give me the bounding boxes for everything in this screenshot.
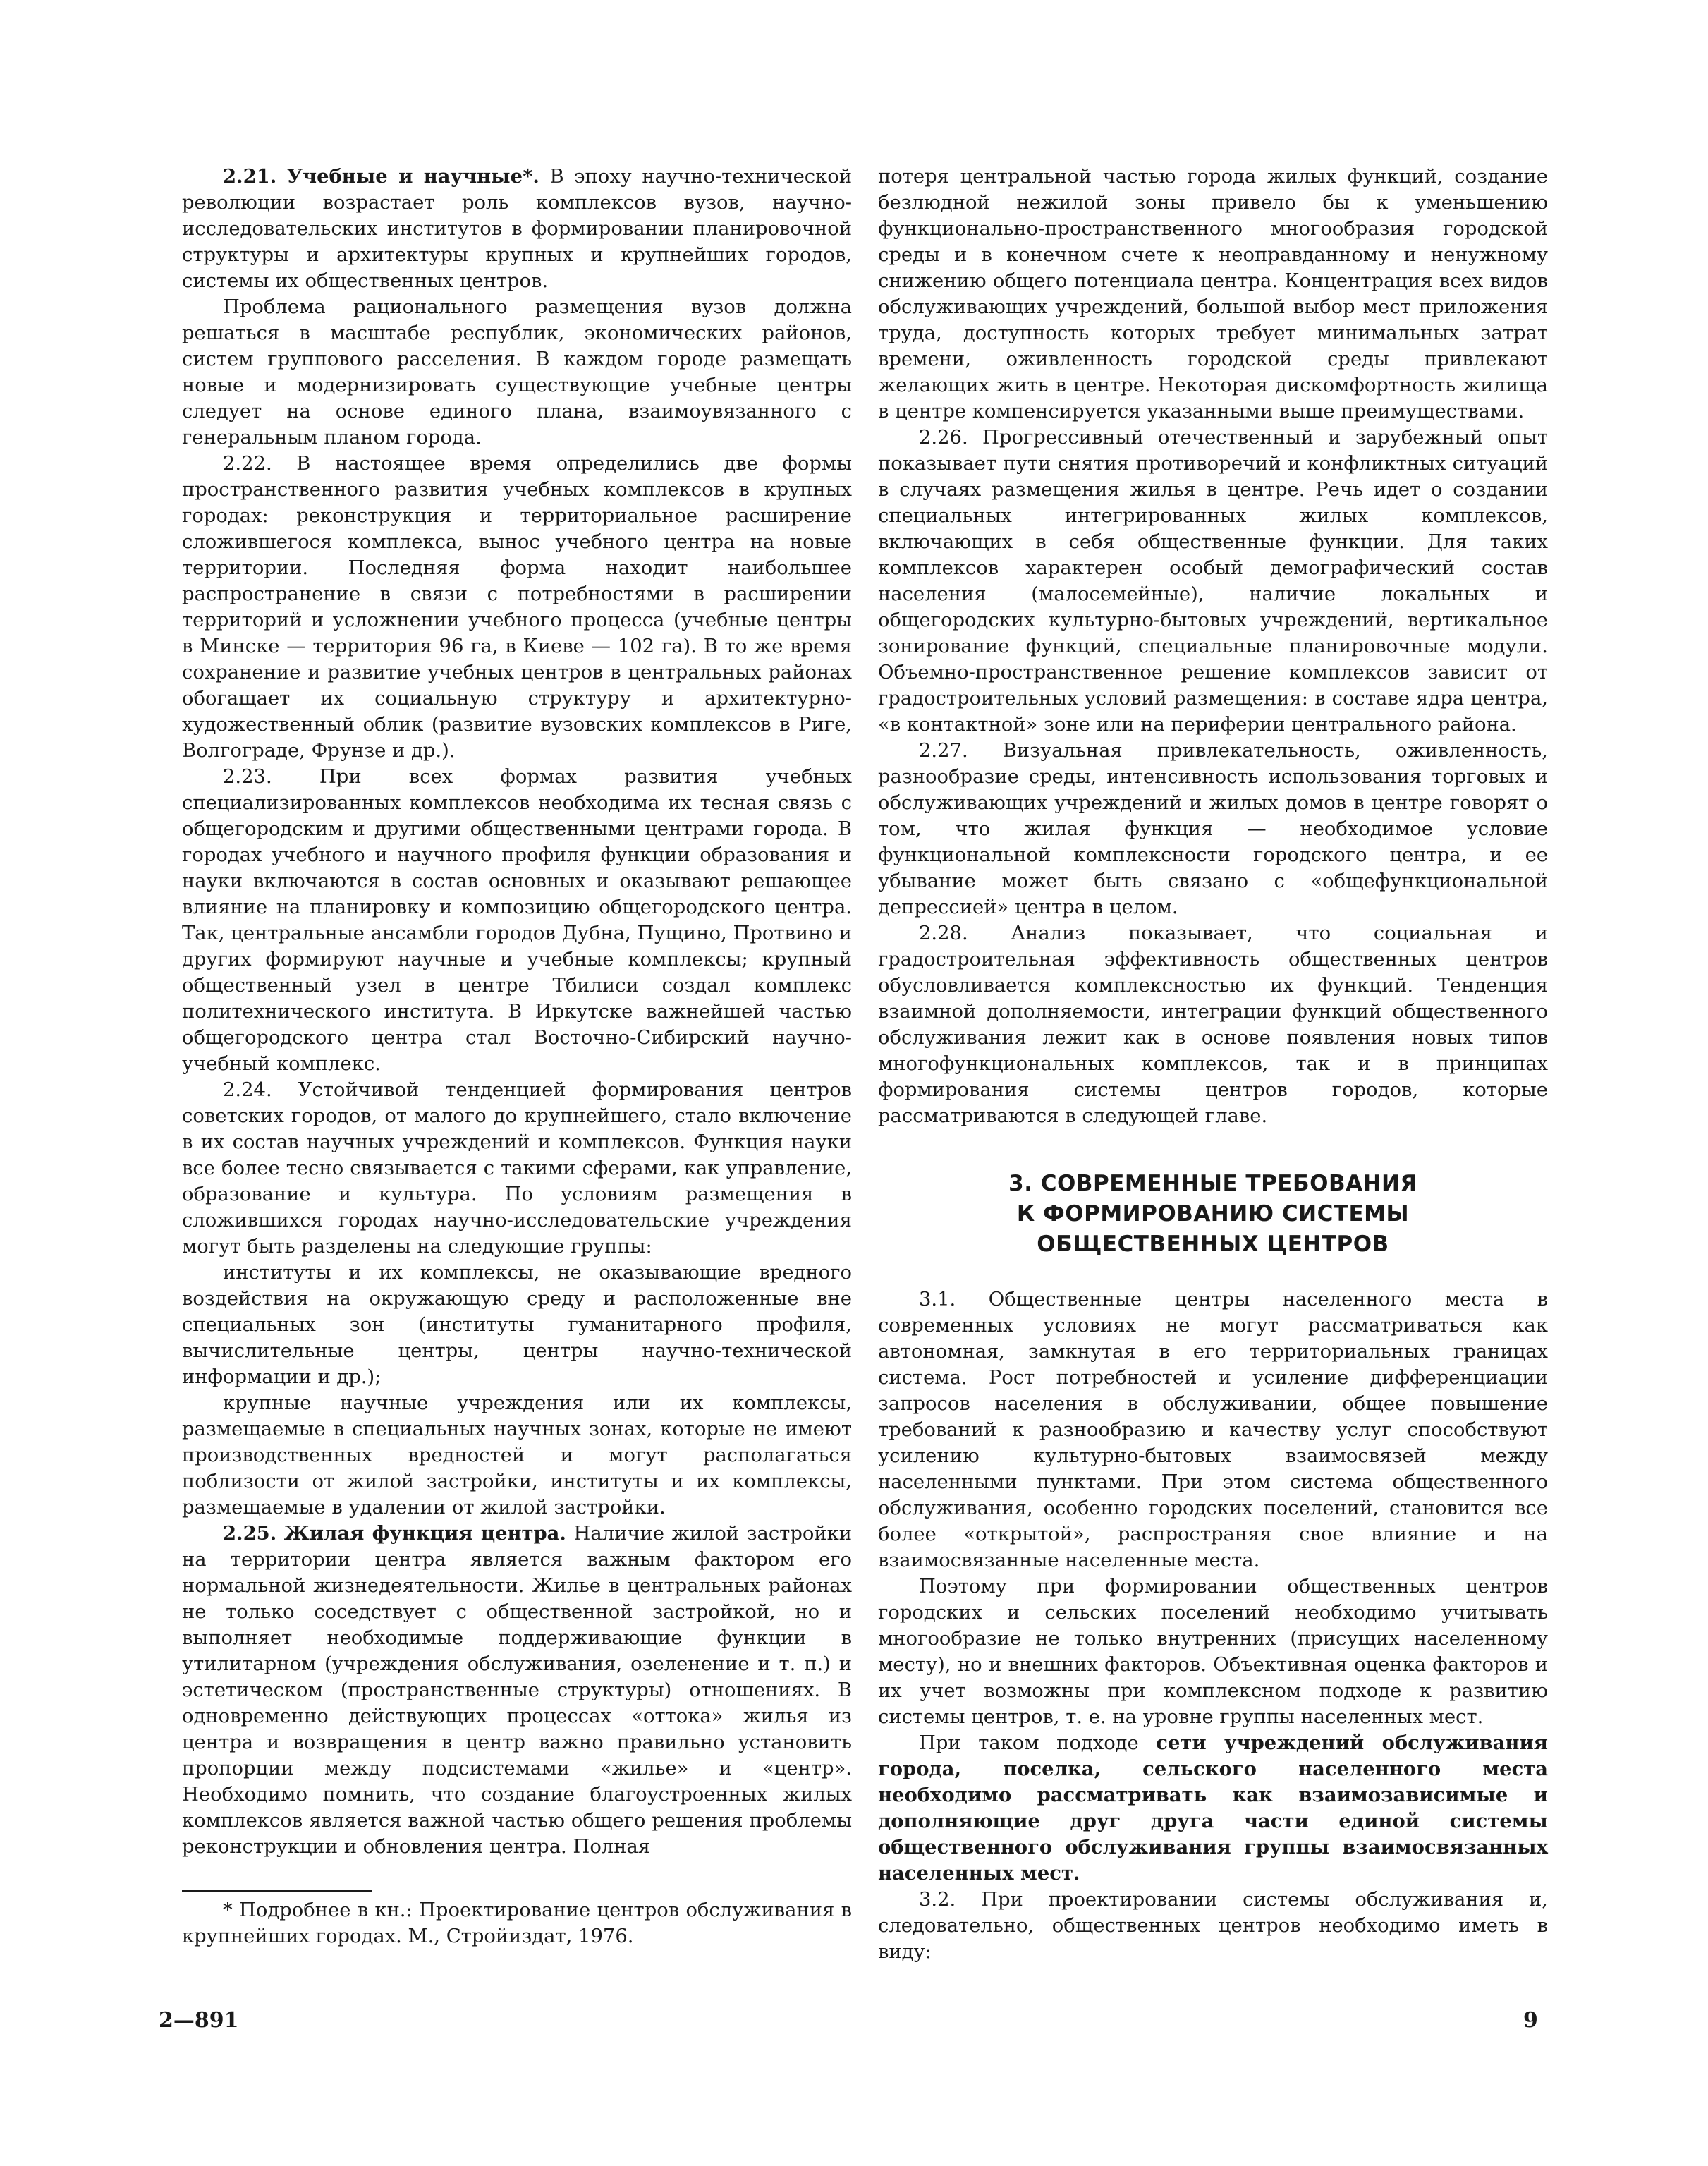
paragraph-continued: потеря центральной частью города жилых функций, создание безлюдной нежилой зоны привело бы к уменьшению функционально-пространственного многообразия городской среды и в конечном счете к неоправданному и ненужному снижению общего потенциала центра. Концентрация всех видов обслуживающих учреждений, большой выбор мест приложения труда, доступность которых требует минимальных затрат времени, оживленность городской среды привлекают желающих жить в центре. Некоторая дискомфортность жилища в центре компенсируется указанными выше преимуществами. <box>878 166 1548 422</box>
paragraph-3-1: 3.1. Общественные центры населенного места в современных условиях не могут рассматриваться как автономная, замкнутая в его территориальных границах система. Рост потребностей и усиление дифференциации запросов населения в обслуживании, общее повышение требований к разнообразию и качеству услуг способствуют усилению культурно-бытовых взаимосвязей между населенными пунктами. При этом система общественного обслуживания, особенно городских поселений, становится все более «открытой», распространяя свое влияние и на взаимосвязанные населенные места. <box>878 1289 1548 1571</box>
page-number: 9 <box>1523 2008 1538 2033</box>
paragraph: Поэтому при формировании общественных центров городских и сельских поселений необходимо учитывать многообразие не только внутренних (присущих населенному месту), но и внешних факторов. Объективная оценка факторов и их учет возможны при комплексном подходе к развитию системы центров, т. е. на уровне группы населенных мест. <box>878 1576 1548 1728</box>
list-item: крупные научные учреждения или их комплексы, размещаемые в специальных научных зонах, которые не имеют производственных вредностей и могут располагаться поблизости от жилой застройки, институты и их комплексы, размещаемые в удалении от жилой застройки. <box>182 1392 852 1519</box>
chapter-heading <box>878 1169 1548 1260</box>
footnote-divider <box>182 1890 372 1892</box>
heading-line: ОБЩЕСТВЕННЫХ ЦЕНТРОВ <box>1037 1231 1389 1257</box>
paragraph-2-28: 2.28. Анализ показывает, что социальная и градостроительная эффективность общественных центров обусловливается комплексностью их функций. Тенденция взаимной дополняемости, интеграции функций общественного обслуживания лежит как в основе появления новых типов многофункциональных комплексов, так и в принципах формирования системы центров городов, которые рассматриваются в следующей главе. <box>878 923 1548 1127</box>
paragraph-2-26: 2.26. Прогрессивный отечественный и зарубежный опыт показывает пути снятия противоречий и конфликтных ситуаций в случаях размещения жилья в центре. Речь идет о создании специальных интегрированных жилых комплексов, включающих в себя общественные функции. Для таких комплексов характерен особый демографический состав населения (малосемейные), наличие локальных и общегородских культурно-бытовых учреждений, вертикальное зонирование функций, специальные планировочные модули. Объемно-пространственное решение комплексов зависит от градостроительных условий размещения: в составе ядра центра, «в контактной» зоне или на периферии центрального района. <box>878 427 1548 736</box>
right-column <box>878 164 1548 1965</box>
printer-signature: 2—891 <box>159 2008 239 2033</box>
heading-line: К ФОРМИРОВАНИЮ СИСТЕМЫ <box>1016 1201 1410 1227</box>
paragraph-2-22: 2.22. В настоящее время определились две формы пространственного развития учебных комплексов в крупных городах: реконструкция и территориальное расширение сложившегося комплекса, вынос учебного центра на новые территории. Последняя форма находит наибольшее распространение в связи с потребностями в расширении территорий и усложнении учебного процесса (учебные центры в Минске — территория 96 га, в Киеве — 102 га). В то же время сохранение и развитие учебных центров в центральных районах обогащает их социальную структуру и архитектурно-художественный облик (развитие вузовских комплексов в Риге, Волгограде, Фрунзе и др.). <box>182 453 852 762</box>
footnote <box>182 1897 852 1949</box>
footnote-text: * Подробнее в кн.: Проектирование центров обслуживания в крупнейших городах. М., Стройиздат, 1976. <box>182 1899 852 1947</box>
paragraph-emphasis <box>878 1730 1548 1887</box>
paragraph-3-2: 3.2. При проектировании системы обслуживания и, следовательно, общественных центров необходимо иметь в виду: <box>878 1889 1548 1963</box>
section-title: Жилая функция центра. <box>283 1522 566 1545</box>
list-item: институты и их комплексы, не оказывающие вредного воздействия на окружающую среду и расположенные вне специальных зон (институты гуманитарного профиля, вычислительные центры, центры научно-технической информации и др.); <box>182 1262 852 1388</box>
paragraph-2-23: 2.23. При всех формах развития учебных специализированных комплексов необходима их тесная связь с общегородским и другими общественными центрами города. В городах учебного и научного профиля функции образования и науки включаются в состав основных и оказывают решающее влияние на планировку и композицию общегородского центра. Так, центральные ансамбли городов Дубна, Пущино, Протвино и других формируют научные и учебные комплексы; крупный общественный узел в центре Тбилиси создал комплекс политехнического института. В Иркутске важнейшей частью общегородского центра стал Восточно-Сибирский научно-учебный комплекс. <box>182 766 852 1075</box>
paragraph-text: При таком подходе <box>919 1732 1157 1754</box>
section-title: Учебные и научные*. <box>286 165 539 188</box>
paragraph: Проблема рационального размещения вузов должна решаться в масштабе республик, экономических районов, систем группового расселения. В каждом городе размещать новые и модернизировать существующие учебные центры следует на основе единого плана, взаимоувязанного с генеральным планом города. <box>182 296 852 449</box>
paragraph-text: В эпоху научно-технической революции возрастает роль комплексов вузов, научно-исследовательских институтов в формировании планировочной структуры и архитектуры крупных и крупнейших городов, системы их общественных центров. <box>182 166 852 292</box>
paragraph-2-25 <box>182 1521 852 1860</box>
left-column <box>182 164 852 1860</box>
clause-number: 2.25. <box>223 1522 277 1545</box>
heading-line: 3. СОВРЕМЕННЫЕ ТРЕБОВАНИЯ <box>1008 1171 1417 1196</box>
paragraph-2-24: 2.24. Устойчивой тенденцией формирования центров советских городов, от малого до крупнейшего, стало включение в их состав научных учреждений и комплексов. Функция науки все более тесно связывается с такими сферами, как управление, образование и культура. По условиям размещения в сложившихся городах научно-исследовательские учреждения могут быть разделены на следующие группы: <box>182 1079 852 1258</box>
emphasized-text: сети учреждений обслуживания города, поселка, сельского населенного места необходимо рассматривать как взаимозависимые и дополняющие друг друга части единой системы общественного обслуживания группы взаимосвязанных населенных мест. <box>878 1732 1549 1885</box>
clause-number: 2.21. <box>223 165 277 188</box>
paragraph-text: Наличие жилой застройки на территории центра является важным фактором его нормальной жизнедеятельности. Жилье в центральных районах не только соседствует с общественной застройкой, но и выполняет необходимые поддерживающие функции в утилитарном (учреждения обслуживания, озеленение и т. п.) и эстетическом (пространственные структуры) отношениях. В одновременно действующих процессах «оттока» жилья из центра и возвращения в центр важно правильно установить пропорции между подсистемами «жилье» и «центр». Необходимо помнить, что создание благоустроенных жилых комплексов является важной частью общего решения проблемы реконструкции и обновления центра. Полная <box>182 1523 852 1858</box>
paragraph-2-27: 2.27. Визуальная привлекательность, оживленность, разнообразие среды, интенсивность использования торговых и обслуживающих учреждений и жилых домов в центре говорят о том, что жилая функция — необходимое условие функциональной комплексности городского центра, и ее убывание может быть связано с «общефункциональной депрессией» центра в целом. <box>878 740 1548 918</box>
paragraph-2-21 <box>182 164 852 294</box>
